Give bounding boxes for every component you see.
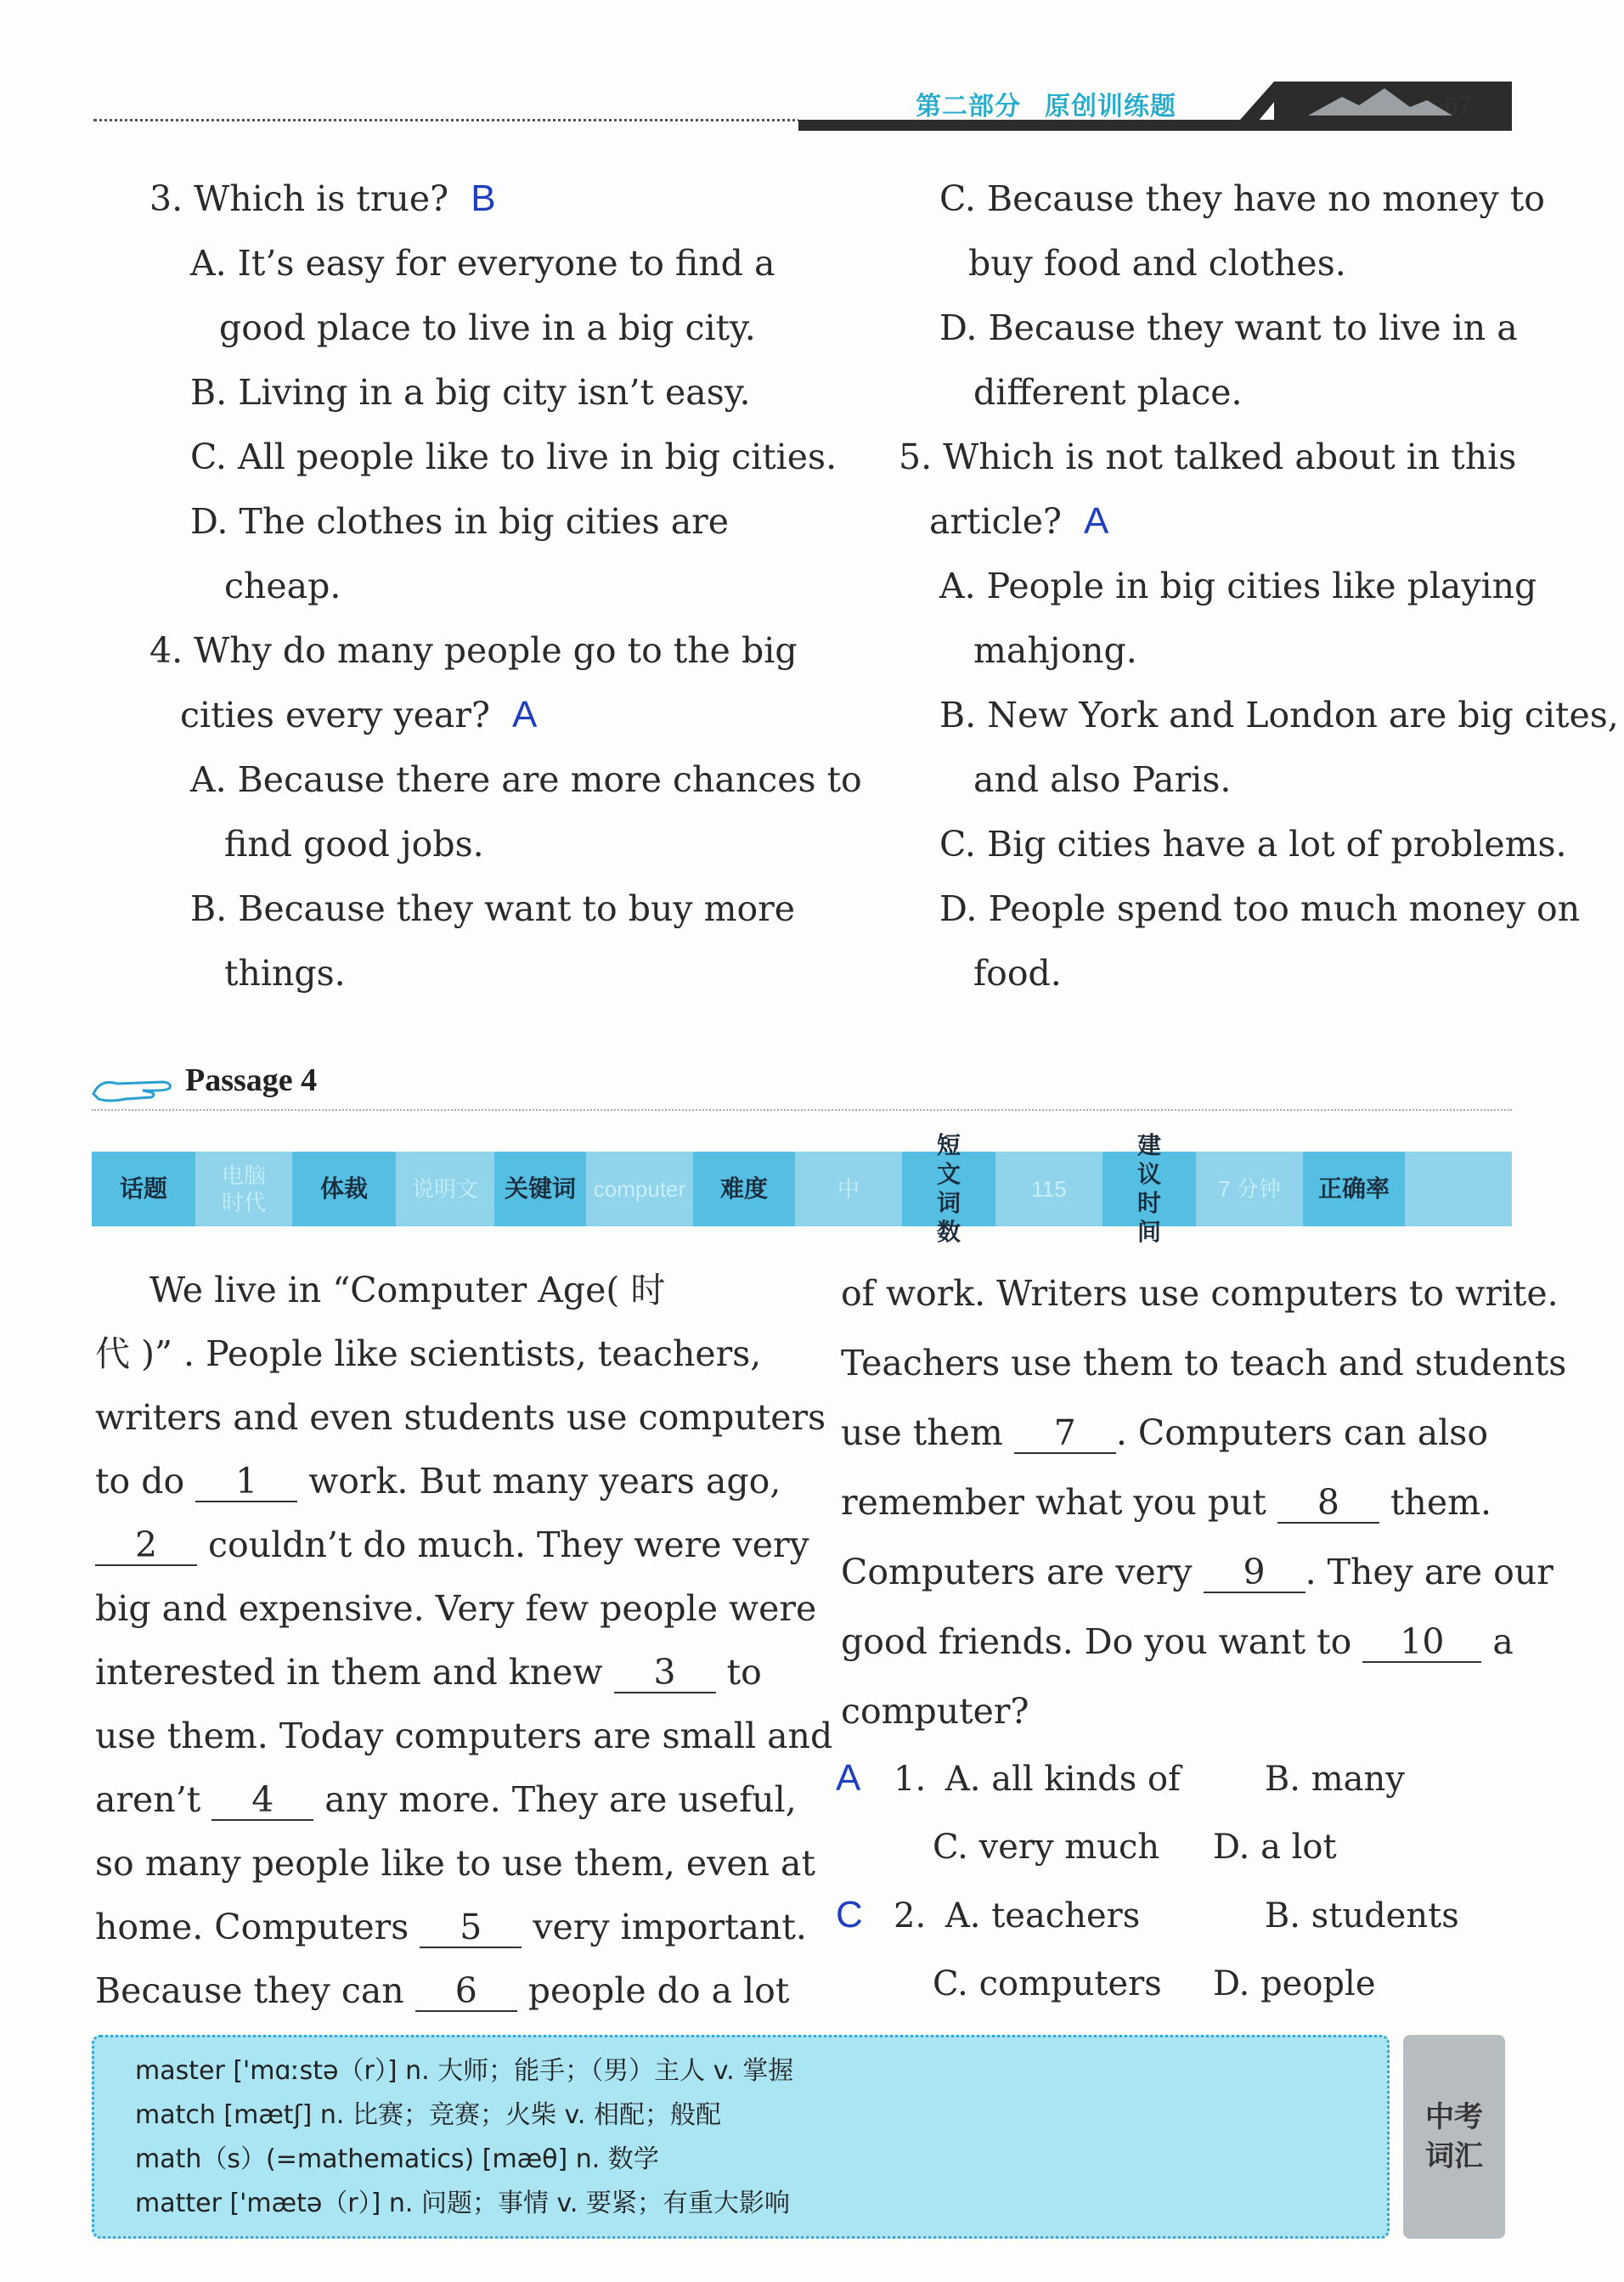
q5-stem: 5. Which is not talked about in this: [899, 437, 1517, 477]
passage-text: to: [715, 1652, 762, 1693]
passage-line: [95, 1450, 781, 1513]
option-text: D. The clothes in big cities are: [190, 501, 729, 542]
passage-text: so many people like to use them, even at: [95, 1843, 815, 1884]
passage-text: use them: [841, 1412, 1014, 1453]
cloze-blank[interactable]: 7: [1014, 1413, 1116, 1454]
cloze-blank[interactable]: 2: [95, 1525, 197, 1566]
option-text: A. It’s easy for everyone to find a: [190, 243, 775, 284]
passage-text: them.: [1379, 1482, 1492, 1523]
passage-line: [95, 1704, 833, 1768]
passage-text: writers and even students use computers: [95, 1397, 826, 1438]
passage-text: Teachers use them to teach and students: [841, 1343, 1567, 1383]
vocabulary-tab: [1403, 2035, 1505, 2239]
passage-text: to do: [95, 1461, 196, 1502]
passage-line: [95, 1641, 766, 1704]
option-text: buy food and clothes.: [968, 243, 1346, 284]
option-text: and also Paris.: [973, 759, 1232, 800]
option-text: C. All people like to live in big cities.: [190, 437, 837, 477]
passage-text: big and expensive. Very few people were: [95, 1588, 817, 1629]
passage-line: [95, 1768, 797, 1832]
option-text: things.: [224, 953, 346, 994]
passage-line: [841, 1328, 1567, 1398]
passage-text: good friends. Do you want to: [841, 1621, 1363, 1662]
passage-text: computer?: [841, 1691, 1029, 1732]
passage-text: people do a lot: [516, 1970, 790, 2011]
q3-stem: 3. Which is true? B: [149, 177, 496, 219]
option-row: C 2. A. teachers B. students: [836, 1894, 1459, 1935]
cloze-blank[interactable]: 9: [1204, 1552, 1305, 1593]
vocabulary-box: [92, 2035, 1390, 2239]
header-section: 第二部分 原创训练题: [916, 93, 1177, 121]
topic-label: 话题: [92, 1152, 195, 1226]
passage-left-column: [95, 1259, 833, 2023]
q4-stem: 4. Why do many people go to the big: [149, 630, 798, 671]
word-count-label: 短文词数: [902, 1152, 995, 1226]
passage-line: [841, 1607, 1512, 1676]
option-text: find good jobs.: [224, 824, 484, 865]
option-text: D. Because they want to live in a: [939, 307, 1518, 348]
passage-line: [95, 1832, 815, 1896]
passage-rule: [92, 1109, 1512, 1111]
passage-line: [841, 1676, 1512, 1746]
cloze-blank[interactable]: 3: [614, 1653, 716, 1693]
option-text: A. People in big cities like playing: [939, 566, 1537, 606]
difficulty-label: 难度: [693, 1152, 795, 1226]
passage-text: Because they can: [95, 1970, 415, 2011]
passage-line: [95, 1259, 766, 1322]
keyword-label: 关键词: [494, 1152, 586, 1226]
passage-text: use them. Today computers are small and: [95, 1716, 833, 1756]
passage-line: [841, 1468, 1512, 1537]
option-text: B. Living in a big city isn’t easy.: [190, 372, 751, 413]
passage-text: . They are our: [1305, 1552, 1554, 1592]
option-text: B. Because they want to buy more: [190, 888, 795, 929]
page-number: 67: [1444, 92, 1473, 120]
questions-left: [149, 166, 862, 1006]
cloze-blank[interactable]: 1: [195, 1462, 297, 1502]
passage-line: [841, 1398, 1512, 1468]
passage-line: [95, 1322, 766, 1386]
option-row: C. very much D. a lot: [933, 1828, 1337, 1867]
passage-text: a: [1481, 1621, 1514, 1662]
cloze-blank[interactable]: 8: [1277, 1483, 1379, 1524]
passage-text: remember what you put: [841, 1482, 1277, 1523]
option-text: C. Big cities have a lot of problems.: [939, 824, 1567, 865]
option-text: cheap.: [224, 566, 341, 606]
header-dotted-rule: [93, 119, 807, 121]
passage-line: [95, 1513, 809, 1577]
passage-text: We live in “Computer Age( 时: [149, 1270, 666, 1310]
passage-title: Passage 4: [185, 1062, 318, 1098]
vocab-entry: matter ['mætə（r）] n. 问题；事情 v. 要紧；有重大影响: [135, 2189, 791, 2218]
topic-value: 电脑时代: [221, 1163, 266, 1215]
passage-line: [841, 1537, 1554, 1607]
vocab-entry: math（s）(=mathematics) [mæθ] n. 数学: [135, 2144, 659, 2174]
option-text: food.: [973, 953, 1062, 994]
accuracy-value: [1405, 1152, 1512, 1226]
passage-right-column: [841, 1259, 1567, 1746]
accuracy-label: 正确率: [1303, 1152, 1405, 1226]
time-value: 7 分钟: [1218, 1176, 1281, 1202]
passage-line: [841, 1259, 1559, 1328]
cloze-blank[interactable]: 10: [1362, 1622, 1481, 1663]
option-text: C. Because they have no money to: [939, 178, 1545, 219]
option-row: A 1. A. all kinds of B. many: [836, 1757, 1405, 1799]
passage-text: Computers are very: [841, 1552, 1204, 1592]
option-text: A. Because there are more chances to: [190, 759, 862, 800]
genre-value: 说明文: [411, 1176, 478, 1202]
cloze-blank[interactable]: 6: [415, 1971, 517, 2012]
passage-line: [95, 1386, 826, 1450]
option-text: D. People spend too much money on: [939, 888, 1581, 929]
passage-text: 代 )” . People like scientists, teachers,: [95, 1333, 762, 1374]
questions-right: [899, 166, 1619, 1006]
passage-text: very important.: [522, 1907, 807, 1947]
passage-line: [95, 1959, 790, 2023]
option-text: B. New York and London are big cites,: [939, 695, 1619, 735]
passage-text: interested in them and knew: [95, 1652, 614, 1693]
passage-text: . Computers can also: [1115, 1412, 1488, 1453]
cloze-options: [836, 1744, 1515, 2018]
option-row: C. computers D. people: [933, 1964, 1376, 2003]
passage-text: couldn’t do much. They were very: [197, 1524, 809, 1565]
vocab-entry: master ['mɑːstə（r）] n. 大师；能手；（男）主人 v. 掌握: [135, 2056, 794, 2086]
word-count-value: 115: [1031, 1176, 1067, 1202]
passage-text: work. But many years ago,: [297, 1461, 781, 1502]
option-text: mahjong.: [973, 630, 1137, 671]
cloze-blank[interactable]: 5: [420, 1907, 522, 1948]
passage-info-bar: [92, 1132, 1512, 1245]
time-label: 建议时间: [1102, 1152, 1196, 1226]
vocabulary-tab-label: 中考词汇: [1425, 2100, 1483, 2173]
q5-stem-cont: article? A: [929, 500, 1109, 542]
passage-text: any more. They are useful,: [313, 1779, 797, 1820]
vocab-entry: match [mætʃ] n. 比赛；竞赛；火柴 v. 相配；般配: [135, 2100, 721, 2130]
pointing-hand-icon: [92, 1072, 177, 1106]
keyword-value: computer: [593, 1176, 686, 1202]
cloze-blank[interactable]: 4: [211, 1780, 313, 1821]
passage-text: aren’t: [95, 1779, 212, 1820]
passage-text: of work. Writers use computers to write.: [841, 1273, 1559, 1314]
option-text: different place.: [973, 372, 1243, 413]
passage-line: [95, 1577, 817, 1641]
passage-line: [95, 1896, 807, 1959]
difficulty-value: 中: [837, 1176, 860, 1202]
passage-text: home. Computers: [95, 1907, 420, 1947]
genre-label: 体裁: [292, 1152, 396, 1226]
q4-stem-cont: cities every year? A: [180, 694, 538, 735]
option-text: good place to live in a big city.: [219, 307, 756, 348]
